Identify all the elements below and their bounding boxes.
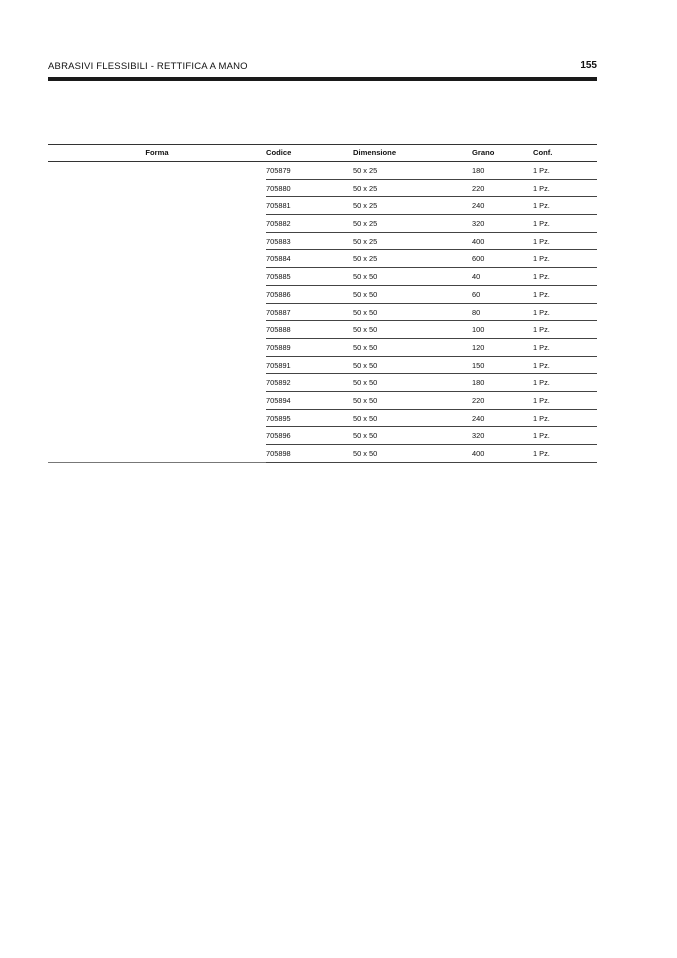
column-header-dimensione: Dimensione — [353, 148, 397, 157]
cell-codice: 705896 — [266, 431, 291, 441]
cell-codice: 705882 — [266, 219, 291, 229]
cell-dimensione: 50 x 25 — [353, 183, 378, 193]
cell-grano: 100 — [472, 325, 485, 335]
column-header-forma: Forma — [145, 148, 169, 157]
cell-dimensione: 50 x 50 — [353, 360, 378, 370]
cell-conf: 1 Pz. — [533, 307, 550, 317]
cell-codice: 705883 — [266, 236, 291, 246]
cell-conf: 1 Pz. — [533, 166, 550, 175]
table-row — [266, 162, 597, 180]
column-header-grano: Grano — [472, 148, 495, 157]
cell-dimensione: 50 x 25 — [353, 219, 378, 229]
table-header — [48, 144, 597, 162]
cell-conf: 1 Pz. — [533, 413, 550, 423]
cell-conf: 1 Pz. — [533, 183, 550, 193]
table-row — [266, 445, 597, 463]
cell-conf: 1 Pz. — [533, 360, 550, 370]
cell-dimensione: 50 x 50 — [353, 289, 378, 299]
cell-grano: 80 — [472, 307, 481, 317]
cell-dimensione: 50 x 50 — [353, 431, 378, 441]
cell-dimensione: 50 x 50 — [353, 307, 378, 317]
column-header-codice: Codice — [266, 148, 292, 157]
forma-cell — [48, 162, 266, 463]
table-row — [266, 427, 597, 445]
table-row — [266, 304, 597, 322]
cell-dimensione: 50 x 50 — [353, 378, 378, 388]
cell-conf: 1 Pz. — [533, 449, 550, 458]
cell-grano: 400 — [472, 236, 485, 246]
table-row — [266, 374, 597, 392]
cell-conf: 1 Pz. — [533, 236, 550, 246]
section-title: ABRASIVI FLESSIBILI - RETTIFICA A MANO — [48, 61, 248, 72]
cell-codice: 705895 — [266, 413, 291, 423]
cell-grano: 150 — [472, 360, 485, 370]
cell-dimensione: 50 x 50 — [353, 272, 378, 282]
cell-grano: 320 — [472, 219, 485, 229]
cell-codice: 705888 — [266, 325, 291, 335]
cell-conf: 1 Pz. — [533, 395, 550, 405]
product-table — [48, 144, 597, 463]
cell-grano: 220 — [472, 395, 485, 405]
cell-conf: 1 Pz. — [533, 378, 550, 388]
table-row — [266, 339, 597, 357]
cell-grano: 40 — [472, 272, 481, 282]
cell-conf: 1 Pz. — [533, 289, 550, 299]
table-row — [266, 233, 597, 251]
cell-conf: 1 Pz. — [533, 254, 550, 264]
cell-grano: 60 — [472, 289, 481, 299]
cell-codice: 705894 — [266, 395, 291, 405]
cell-dimensione: 50 x 25 — [353, 201, 378, 211]
cell-dimensione: 50 x 25 — [353, 166, 378, 175]
cell-codice: 705892 — [266, 378, 291, 388]
header-rule — [48, 77, 597, 81]
cell-codice: 705885 — [266, 272, 291, 282]
cell-conf: 1 Pz. — [533, 431, 550, 441]
cell-conf: 1 Pz. — [533, 219, 550, 229]
cell-conf: 1 Pz. — [533, 272, 550, 282]
table-row — [266, 357, 597, 375]
table-row — [266, 180, 597, 198]
page-number: 155 — [580, 60, 597, 71]
table-row — [266, 286, 597, 304]
cell-dimensione: 50 x 50 — [353, 449, 378, 458]
cell-codice: 705881 — [266, 201, 291, 211]
table-row — [266, 250, 597, 268]
table-row — [266, 321, 597, 339]
cell-grano: 120 — [472, 342, 485, 352]
cell-dimensione: 50 x 50 — [353, 395, 378, 405]
table-row — [266, 215, 597, 233]
column-header-conf: Conf. — [533, 148, 553, 157]
cell-grano: 180 — [472, 166, 485, 175]
table-body — [48, 162, 597, 463]
cell-codice: 705887 — [266, 307, 291, 317]
cell-grano: 220 — [472, 183, 485, 193]
cell-codice: 705898 — [266, 449, 291, 458]
table-row — [266, 410, 597, 428]
cell-conf: 1 Pz. — [533, 325, 550, 335]
cell-codice: 705886 — [266, 289, 291, 299]
cell-grano: 240 — [472, 413, 485, 423]
cell-dimensione: 50 x 50 — [353, 342, 378, 352]
cell-conf: 1 Pz. — [533, 342, 550, 352]
cell-codice: 705889 — [266, 342, 291, 352]
table-row — [266, 268, 597, 286]
cell-conf: 1 Pz. — [533, 201, 550, 211]
cell-grano: 600 — [472, 254, 485, 264]
cell-codice: 705891 — [266, 360, 291, 370]
cell-grano: 400 — [472, 449, 485, 458]
cell-grano: 180 — [472, 378, 485, 388]
page-header — [48, 58, 597, 74]
table-row — [266, 392, 597, 410]
table-row — [266, 197, 597, 215]
cell-grano: 240 — [472, 201, 485, 211]
cell-dimensione: 50 x 50 — [353, 325, 378, 335]
cell-codice: 705884 — [266, 254, 291, 264]
cell-grano: 320 — [472, 431, 485, 441]
cell-dimensione: 50 x 25 — [353, 254, 378, 264]
cell-codice: 705880 — [266, 183, 291, 193]
cell-dimensione: 50 x 25 — [353, 236, 378, 246]
cell-dimensione: 50 x 50 — [353, 413, 378, 423]
cell-codice: 705879 — [266, 166, 291, 175]
